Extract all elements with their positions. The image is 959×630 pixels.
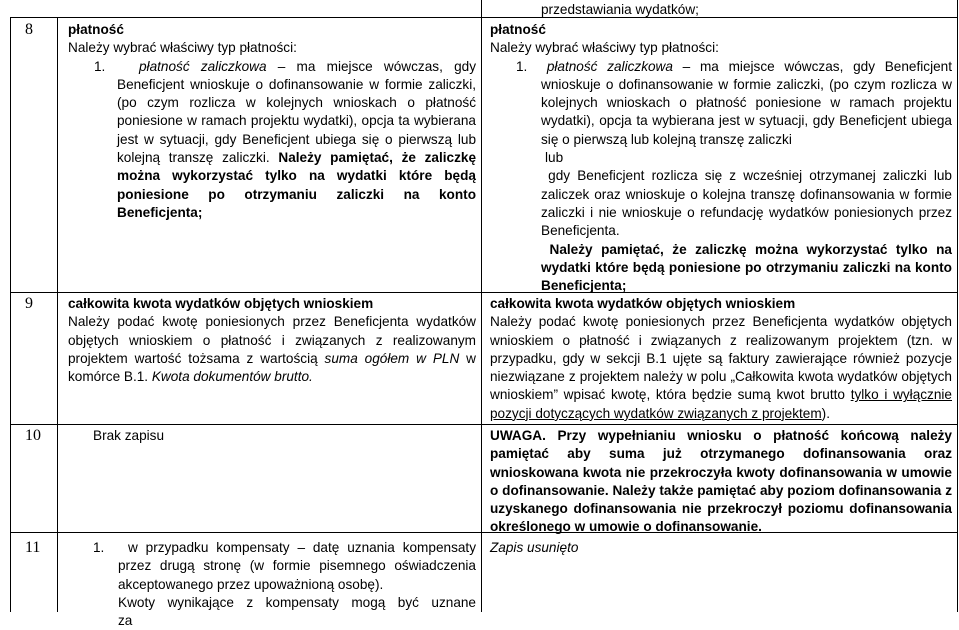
row8-right-item-italic: płatność zaliczkowa bbox=[546, 58, 673, 74]
row11-left-cut: Kwoty wynikające z kompensaty mogą być uznane za bbox=[118, 594, 476, 629]
row-number-8: 8 bbox=[25, 21, 33, 38]
row9-left-cell bbox=[68, 295, 476, 386]
row8-right-alt: gdy Beneficjent rozlicza się z wcześniej otrzymanej zaliczki lub zaliczek oraz wnioskuje o kolejna transzę dofinansowania w formie zaliczki i nie wnioskuje o refundację wydatków poniesionych przez Beneficjenta. bbox=[541, 168, 952, 239]
row-number-9: 9 bbox=[25, 295, 33, 312]
row8-left-item-italic: płatność zaliczkowa bbox=[138, 58, 267, 74]
row8-left-item-bold: Należy pamiętać, że zaliczkę można wykorzystać tylko na wydatki które będą poniesione po otrzymaniu zaliczki na konto Beneficjenta; bbox=[117, 150, 477, 220]
col-border-num bbox=[57, 17, 58, 612]
row-number-10: 10 bbox=[25, 427, 41, 444]
row8-left-marker: 1. bbox=[94, 58, 106, 74]
row9-right-title: całkowita kwota wydatków objętych wnioskiem bbox=[490, 296, 796, 311]
row8-left-title: płatność bbox=[68, 22, 124, 37]
row8-right-bold: Należy pamiętać, że zaliczkę można wykorzystać tylko na wydatki które będą poniesione po otrzymaniu zaliczki na konto Beneficjenta; bbox=[541, 241, 952, 294]
col-border-right bbox=[957, 0, 958, 612]
row8-right-subtitle: Należy wybrać właściwy typ płatności: bbox=[490, 40, 719, 56]
row8-right-cell bbox=[490, 21, 952, 295]
row11-left-cell bbox=[68, 539, 476, 630]
row8-left-item bbox=[68, 58, 476, 223]
row11-left-item: 1. w przypadku kompensaty – datę uznania kompensaty przez drugą stronę (w formie pisemnego oświadczenia akceptowanego przez upoważnioną osobę). bbox=[93, 540, 476, 592]
row9-right-cell bbox=[490, 295, 952, 423]
row9-left-title: całkowita kwota wydatków objętych wnioskiem bbox=[68, 296, 374, 311]
row-number-11: 11 bbox=[25, 539, 41, 556]
row8-right-item-text: – ma miejsce wówczas, gdy Beneficjent wnioskuje o dofinansowanie w formie zaliczki, (po czym rozlicza w kolejnych wnioskach o płatność poniesione w ramach projektu wydatki), opcja ta wybierana jest w sytuacji, gdy Beneficjent ubiega się o pierwszą lub kolejną transzę zaliczki bbox=[541, 58, 952, 147]
row8-right-marker: 1. bbox=[516, 58, 528, 74]
col-border-mid bbox=[481, 0, 482, 612]
row8-right-item bbox=[490, 58, 952, 149]
row10-right-cell: UWAGA. Przy wypełnianiu wniosku o płatność końcową należy pamiętać aby suma już otrzymanego dofinansowania oraz wnioskowana kwota nie przekroczyła kwoty dofinansowania w umowie o dofinansowanie. Należy także pamiętać aby poziom dofinansowania z uzyskanego dofinansowania nie przekroczył poziomu dofinansowania określonego w umowie o dofinansowanie. bbox=[490, 428, 952, 535]
row8-right-or: lub bbox=[545, 150, 564, 166]
row8-left-item-text: – ma miejsce wówczas, gdy Beneficjent wnioskuje o dofinansowanie w formie zaliczki, (po czym rozlicza w kolejnych wnioskach o płatność poniesione w ramach projektu wydatki), opcja ta wybierana jest w sytuacji, gdy Beneficjent ubiega się o pierwszą lub kolejną transzę zaliczki. bbox=[117, 58, 476, 166]
row8-left-cell bbox=[68, 21, 476, 222]
right-top-fragment: przedstawiania wydatków; bbox=[541, 2, 699, 17]
row-border-9-10 bbox=[10, 424, 958, 425]
row9-right-text: Należy podać kwotę poniesionych przez Beneficjenta wydatków objętych wnioskiem o płatność i związanych z realizowanym projektem (tzn. w przypadku, gdy w sekcji B.1 ujęte są faktury zawierające również pozycje niezwiązane z projektem należy w polu „Całkowita kwota wydatków objętych wnioskiem” wpisać kwotę, która będzie sumą kwot brutto tylko i wyłącznie pozycji dotyczących wydatków związanych z projektem). bbox=[490, 314, 952, 421]
row10-left-cell: Brak zapisu bbox=[93, 428, 165, 443]
col-border-left bbox=[10, 17, 11, 612]
row8-left-subtitle: Należy wybrać właściwy typ płatności: bbox=[68, 40, 297, 56]
row9-left-text: Należy podać kwotę poniesionych przez Beneficjenta wydatków objętych wnioskiem o płatność i związanych z realizowanym projektem wartość tożsama z wartością suma ogółem w PLN w komórce B.1. Kwota dokumentów brutto. bbox=[68, 314, 476, 385]
row11-right-cell: Zapis usunięto bbox=[490, 540, 579, 555]
row8-right-title: płatność bbox=[490, 22, 546, 37]
